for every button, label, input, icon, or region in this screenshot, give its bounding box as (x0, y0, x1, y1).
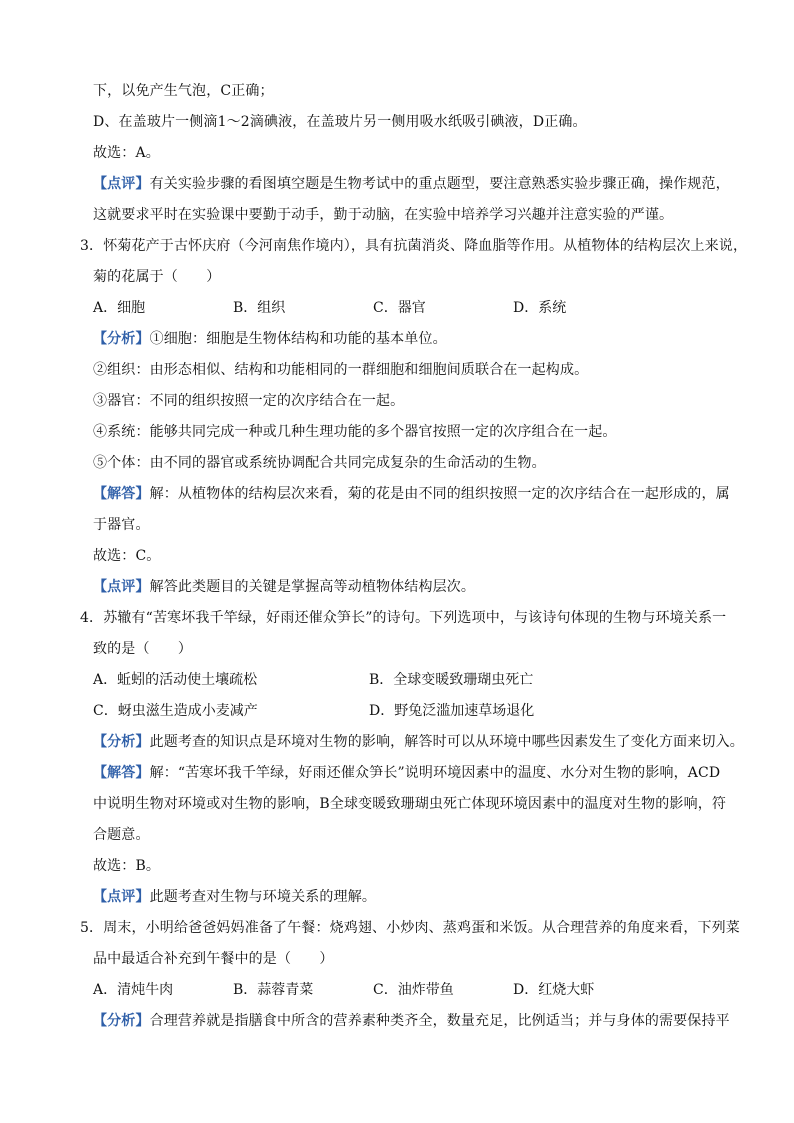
comment-text: 解答此类题目的关键是掌握高等动植物体结构层次。 (149, 579, 476, 595)
comment-tag: 【点评】 (93, 176, 150, 192)
q3-analysis-item: ⑤个体：由不同的器官或系统协调配合共同完成复杂的生命活动的生物。 (93, 455, 546, 471)
comment-text: 此题考查对生物与环境关系的理解。 (149, 889, 377, 905)
q4-options-row-1 (93, 665, 728, 696)
q3-option-a: A．细胞 (93, 300, 146, 316)
q4-stem: 4．苏辙有“苦寒坏我千竿绿，好雨还催众笋长”的诗句。下列选项中，与该诗句体现的生物与环境关系一 (80, 610, 727, 626)
q4-option-b: B．全球变暖致珊瑚虫死亡 (369, 672, 534, 688)
q2-comment-continued: 这就要求平时在实验课中要勤于动手，勤于动脑，在实验中培养学习兴趣并注意实验的严谨。 (93, 207, 674, 223)
q4-answer: 故选：B。 (93, 858, 161, 874)
q4-options-row-2 (93, 696, 728, 727)
q5-option-c: C．油炸带鱼 (373, 982, 454, 998)
q4-option-c: C．蚜虫滋生造成小麦减产 (93, 703, 258, 719)
analysis-tag: 【分析】 (93, 331, 150, 347)
q3-solution-continued: 于器官。 (93, 517, 150, 533)
solution-text: 解：“苦寒坏我千竿绿，好雨还催众笋长”说明环境因素中的温度、水分对生物的影响，ACD (149, 765, 721, 781)
q3-analysis-item: ③器官：不同的组织按照一定的次序结合在一起。 (93, 393, 405, 409)
q5-stem-continued: 品中最适合补充到午餐中的是（ ） (93, 951, 334, 967)
q4-option-d: D．野兔泛滥加速草场退化 (369, 703, 535, 719)
q4-solution (93, 758, 728, 789)
q3-analysis-item: ②组织：由形态相似、结构和功能相同的一群细胞和细胞间质联合在一起构成。 (93, 362, 589, 378)
q3-comment (93, 572, 728, 603)
q3-option-d: D．系统 (513, 300, 567, 316)
q4-analysis (93, 727, 744, 758)
q4-comment (93, 882, 728, 913)
q5-stem: 5．周末，小明给爸爸妈妈准备了午餐：烧鸡翅、小炒肉、蒸鸡蛋和米饭。从合理营养的角度来看，下列菜 (80, 920, 740, 936)
q3-analysis (93, 324, 728, 355)
q5-options (93, 975, 728, 1006)
comment-tag: 【点评】 (93, 889, 150, 905)
comment-text: 有关实验步骤的看图填空题是生物考试中的重点题型，要注意熟悉实验步骤正确，操作规范， (149, 176, 730, 192)
comment-tag: 【点评】 (93, 579, 150, 595)
analysis-tag: 【分析】 (93, 734, 150, 750)
q2-text-line: 下，以免产生气泡，C正确； (93, 83, 274, 99)
q3-option-c: C．器官 (373, 300, 426, 316)
q5-option-a: A．清炖牛肉 (93, 982, 174, 998)
q5-option-b: B．蒜蓉青菜 (233, 982, 314, 998)
solution-tag: 【解答】 (93, 765, 150, 781)
q2-option-d-explanation: D、在盖玻片一侧滴1～2滴碘液，在盖玻片另一侧用吸水纸吸引碘液，D正确。 (93, 114, 587, 130)
analysis-text: 合理营养就是指膳食中所含的营养素种类齐全，数量充足，比例适当；并与身体的需要保持平 (149, 1013, 730, 1029)
analysis-text: 此题考查的知识点是环境对生物的影响，解答时可以从环境中哪些因素发生了变化方面来切入。 (149, 734, 744, 750)
q3-solution (93, 479, 728, 510)
q3-answer: 故选：C。 (93, 548, 161, 564)
solution-text: 解：从植物体的结构层次来看，菊的花是由不同的组织按照一定的次序结合在一起形成的，属 (149, 486, 730, 502)
q2-answer: 故选：A。 (93, 145, 160, 161)
q3-stem-continued: 菊的花属于（ ） (93, 269, 221, 285)
q3-analysis-item: ④系统：能够共同完成一种或几种生理功能的多个器官按照一定的次序组合在一起。 (93, 424, 617, 440)
q2-comment (93, 169, 728, 200)
q3-option-b: B．组织 (233, 300, 286, 316)
q3-stem: 3．怀菊花产于古怀庆府（今河南焦作境内），具有抗菌消炎、降血脂等作用。从植物体的结构层次上来说， (80, 238, 748, 254)
q4-solution-continued: 中说明生物对环境或对生物的影响，B全球变暖致珊瑚虫死亡体现环境因素中的温度对生物的影响，符 (93, 796, 727, 812)
q4-solution-continued: 合题意。 (93, 827, 150, 843)
q4-option-a: A．蚯蚓的活动使土壤疏松 (93, 672, 258, 688)
q4-stem-continued: 致的是（ ） (93, 641, 193, 657)
solution-tag: 【解答】 (93, 486, 150, 502)
q5-analysis (93, 1006, 728, 1037)
analysis-text: ①细胞：细胞是生物体结构和功能的基本单位。 (149, 331, 447, 347)
q3-options (93, 293, 728, 324)
analysis-tag: 【分析】 (93, 1013, 150, 1029)
q5-option-d: D．红烧大虾 (513, 982, 595, 998)
